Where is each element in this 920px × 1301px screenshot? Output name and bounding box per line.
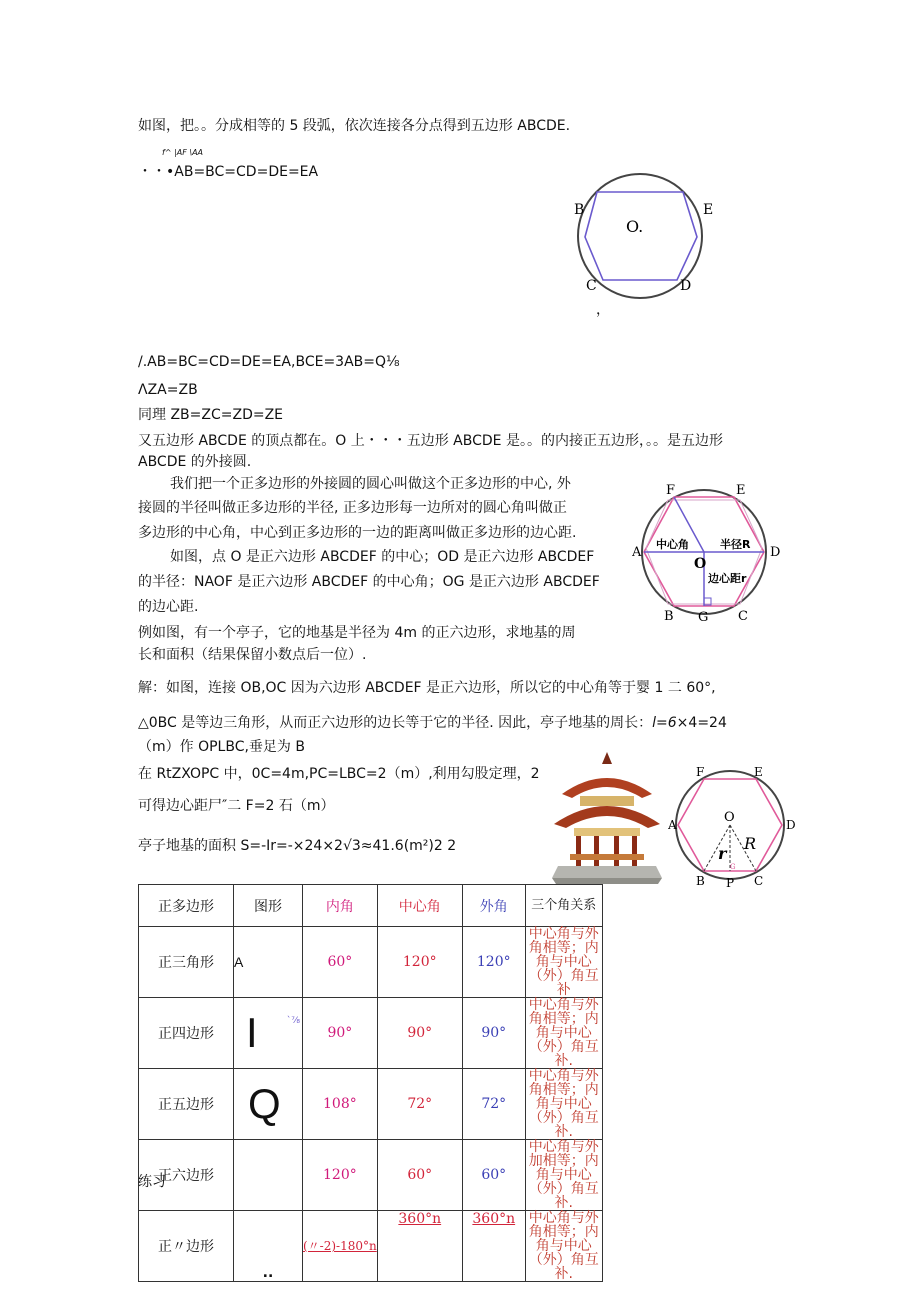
- row-name: 正三角形: [139, 927, 234, 998]
- hex-label-b: B: [664, 609, 674, 624]
- para-line-1: 如图，把。。分成相等的 5 段弧，依次连接各分点得到五边形 ABCDE.: [138, 118, 571, 134]
- hex-label-a: A: [632, 545, 642, 560]
- row-central: 90°: [377, 998, 462, 1069]
- row-exterior-formula: 360°n: [462, 1211, 525, 1282]
- practice-heading: 练习: [138, 1174, 166, 1190]
- fig3-label-o: O: [724, 810, 735, 825]
- row-interior: 90°: [303, 998, 378, 1069]
- solution-line-6: 亭子地基的面积 S=-Ir=-×24×2√3≈41.6(m²)2 2: [138, 838, 457, 854]
- table-header-row: [139, 885, 603, 927]
- row-exterior: 90°: [462, 998, 525, 1069]
- fig3-label-a: A: [668, 818, 677, 832]
- row-relation: 中心角与外加相等；内角与中心（外）角互补.: [525, 1140, 602, 1211]
- fig3-label-r: r: [718, 844, 727, 863]
- para-line-2: ・・•AB=BC=CD=DE=EA: [138, 164, 319, 180]
- row-name: 正五边形: [139, 1069, 234, 1140]
- square-mark: `⅞: [286, 1016, 300, 1026]
- fig3-label-e: E: [754, 765, 763, 779]
- pentagon-figure: [560, 172, 720, 322]
- fig3-label-f: F: [696, 765, 705, 779]
- definition-line-2: 接圆的半径叫做正多边形的半径, 正多边形每一边所对的圆心角叫做正: [138, 500, 567, 516]
- solution-line-3: （m）作 OPLBC,垂足为 B: [138, 739, 305, 755]
- table-row: [139, 1211, 603, 1282]
- solution-line-5: 可得边心距尸″二 F=2 石（m）: [138, 798, 335, 814]
- label-d: D: [680, 278, 692, 294]
- row-relation: 中心角与外角相等；内角与中心（外）角互补.: [525, 1211, 602, 1282]
- row-exterior: 60°: [462, 1140, 525, 1211]
- apothem-label: 边心距r: [708, 572, 747, 585]
- small-annotation: f^ |AF \AA: [162, 148, 204, 157]
- hexagon-line-3: 的边心距.: [138, 599, 199, 615]
- row-interior: 108°: [303, 1069, 378, 1140]
- definition-line-3: 多边形的中心角，中心到正多边形的一边的距离叫做正多边形的边心距.: [138, 525, 577, 541]
- row-central: 120°: [377, 927, 462, 998]
- polygon-angle-table: [138, 884, 603, 1282]
- solution-line-2: [138, 713, 727, 733]
- hex-label-d: D: [770, 545, 781, 560]
- solution-line-4: 在 RtZXOPC 中，0C=4m,PC=LBC=2（m）,利用勾股定理，2: [138, 766, 540, 782]
- table-row: [139, 927, 603, 998]
- row-relation: 中心角与外角相等；内角与中心（外）角互补: [525, 927, 602, 998]
- header-figure: 图形: [234, 885, 303, 927]
- header-exterior: 外角: [462, 885, 525, 927]
- row-exterior: 72°: [462, 1069, 525, 1140]
- hex-label-c: C: [738, 609, 748, 624]
- row-name: 正六边形: [139, 1140, 234, 1211]
- hexagon-shape-cell: [234, 1140, 303, 1211]
- square-shape-cell: [234, 998, 303, 1069]
- para-line-3: /.AB=BC=CD=DE=EA,BCE=3AB=Q⅛: [138, 354, 400, 370]
- row-name: 正〃边形: [139, 1211, 234, 1282]
- row-central-formula: 360°n: [377, 1211, 462, 1282]
- solution-line-2-text: △0BC 是等边三角形，从而正六边形的边长等于它的半径. 因此，亭子地基的周长：: [138, 715, 653, 731]
- hexagon-line-2: 的半径：NAOF 是正六边形 ABCDEF 的中心角；OG 是正六边形 ABCDEF: [138, 574, 600, 590]
- row-interior: 60°: [303, 927, 378, 998]
- example-line-2: 长和面积（结果保留小数点后一位）.: [138, 647, 367, 663]
- ngon-shape: ..: [234, 1211, 303, 1282]
- fig3-label-b: B: [696, 874, 705, 888]
- fig3-label-p: P: [726, 876, 735, 890]
- para-line-6a: 又五边形 ABCDE 的顶点都在。O 上・・・五边形 ABCDE 是。。的内接正五边形，。。是五边形: [138, 433, 723, 449]
- center-angle-label: 中心角: [656, 538, 689, 551]
- fig3-label-big-r: R: [744, 834, 757, 853]
- definition-line-1: 我们把一个正多边形的外接圆的圆心叫做这个正多边形的中心, 外: [170, 476, 571, 492]
- radius-label: 半径R: [720, 538, 751, 551]
- para-line-6b: ABCDE 的外接圆.: [138, 454, 252, 470]
- solution-line-1: 解：如图，连接 OB,OC 因为六边形 ABCDEF 是正六边形，所以它的中心角等于婴 1 二 60°,: [138, 680, 716, 696]
- table-row: [139, 998, 603, 1069]
- hexagon-line-1: 如图，点 O 是正六边形 ABCDEF 的中心；OD 是正六边形 ABCDEF: [170, 549, 595, 565]
- label-c: C: [586, 278, 597, 294]
- label-o: O.: [626, 217, 644, 236]
- row-central: 72°: [377, 1069, 462, 1140]
- hexagon-figure: [632, 480, 792, 625]
- para-line-5: 同理 ZB=ZC=ZD=ZE: [138, 407, 284, 423]
- hex-label-o: O: [694, 556, 707, 572]
- example-line-1: 例如图，有一个亭子，它的地基是半径为 4m 的正六边形，求地基的周: [138, 625, 576, 641]
- header-central: 中心角: [377, 885, 462, 927]
- row-interior-formula: (〃-2)-180°n: [303, 1211, 378, 1282]
- fig3-label-small: G: [730, 863, 736, 871]
- pentagon-shape: [585, 192, 697, 280]
- row-relation: 中心角与外角相等；内角与中心（外）角互补.: [525, 998, 602, 1069]
- hex-label-g: G: [698, 610, 709, 625]
- para-line-4: ΛZA=ZB: [138, 382, 198, 398]
- hexagon-radius-figure: [668, 765, 798, 890]
- row-central: 60°: [377, 1140, 462, 1211]
- comma-mark: ，: [596, 302, 610, 318]
- header-relation: 三个角关系: [525, 885, 602, 927]
- pavilion-illustration: [552, 752, 662, 884]
- fig3-label-c: C: [754, 874, 764, 888]
- row-interior: 120°: [303, 1140, 378, 1211]
- label-b: B: [574, 202, 585, 218]
- row-relation: 中心角与外角相等；内角与中心（外）角互补.: [525, 1069, 602, 1140]
- table-row: [139, 1140, 603, 1211]
- solution-line-2-result: 4=24: [688, 715, 727, 731]
- pentagon-shape-cell: [234, 1069, 303, 1140]
- fig3-label-d: D: [786, 818, 796, 832]
- square-shape: I: [246, 1009, 258, 1056]
- label-e: E: [703, 202, 714, 218]
- header-polygon: 正多边形: [139, 885, 234, 927]
- hex-label-e: E: [736, 483, 746, 498]
- row-name: 正四边形: [139, 998, 234, 1069]
- header-interior: 内角: [303, 885, 378, 927]
- hex-label-f: F: [666, 483, 676, 498]
- solution-line-2-formula: l=6×: [652, 715, 689, 731]
- pentagon-shape-glyph: Q: [248, 1080, 281, 1127]
- table-row: [139, 1069, 603, 1140]
- triangle-shape: A: [234, 927, 303, 998]
- row-exterior: 120°: [462, 927, 525, 998]
